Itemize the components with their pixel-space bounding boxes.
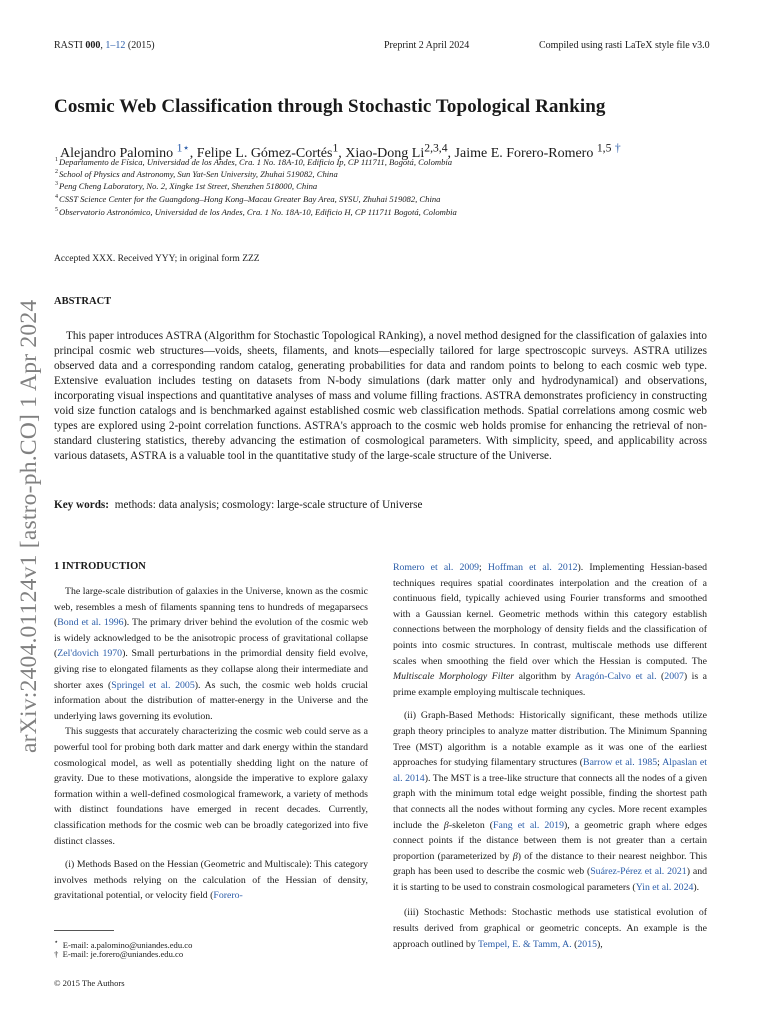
- affiliation: $^3$Peng Cheng Laboratory, No. 2, Xingke 1st Street, Shenzhen 518000, China: [55, 181, 318, 191]
- text-run: ;: [657, 757, 663, 769]
- copyright: © 2015 The Authors: [54, 978, 125, 988]
- text-run: (: [571, 938, 578, 950]
- paragraph: [54, 584, 368, 724]
- keywords: Key words: methods: data analysis; cosmology: large-scale structure of Universe: [54, 499, 423, 511]
- citation-link[interactable]: Hoffman et al. 2012: [487, 562, 578, 573]
- citation-link[interactable]: Zel'dovich 1970: [57, 648, 123, 660]
- author: Felipe L. Gómez-Cortés$^1$,: [196, 141, 346, 161]
- citation-link[interactable]: Romero et al. 2009: [393, 562, 480, 573]
- text-run: ) of the distance to their nearest neighbor. This graph has been used to describe the cosmic web (: [393, 850, 708, 878]
- paper-title: Cosmic Web Classification through Stochastic Topological Ranking: [54, 96, 606, 117]
- left-column: [54, 584, 368, 904]
- citation-link[interactable]: 2015: [577, 938, 597, 950]
- author: Alejandro Palomino $^{1⋆}$,: [60, 141, 197, 161]
- arxiv-stamp: arXiv:2404.01124v1 [astro-ph.CO] 1 Apr 2024: [16, 299, 42, 753]
- citation-link[interactable]: Bond et al. 1996: [57, 617, 124, 629]
- text-run: β: [512, 850, 518, 862]
- text-run: ) and it is starting to be used to constrain cosmological parameters (: [393, 866, 707, 893]
- text-run: ). Small perturbations in the primordial density field evolve, giving rise to elongated filaments as they collapse along their intermediate and shorter axes (: [54, 648, 369, 691]
- author: Xiao-Dong Li$^{2,3,4}$,: [345, 141, 455, 161]
- abstract-heading: ABSTRACT: [54, 296, 112, 307]
- running-header-journal: RASTI 000, 1–12 (2015): [54, 40, 155, 51]
- paragraph: [54, 857, 368, 904]
- abstract-text: This paper introduces ASTRA (Algorithm for Stochastic Topological RAnking), a novel method designed for the classification of galaxies into principal cosmic web structures—voids, sheets, filaments, and knots—especially tailored for large spectroscopic surveys. ASTRA utilizes observed data and a corresponding random catalog, generating probabilities for data and random points to belong to each cosmic web type. Extensive evaluation includes testing on datasets from N-body simulations (dark matter only and hydrodynamical) and observations, incorporating visual inspections and quantitative analyses of mass and volume filling fractions. ASTRA demonstrates proficiency in constructing void size function catalogs and is benchmarked against established cosmic web classification methods. Spatial correlations among cosmic web types are explored using 2-point correlation functions. ASTRA's approach to the cosmic web holds promise for enhancing the retrieval of non-standard clustering statistics, thereby advancing the estimation of cosmological parameters. With simplicity, speed, and applicability across various datasets, ASTRA is a valuable tool in the quantitative study of the large-scale structure of the Universe.: [54, 330, 707, 463]
- text-run: ).: [693, 881, 700, 893]
- text-run: ). The MST is a tree-like structure that connects all the nodes of a given graph with the minimum total edge weight possible, finding the shortest path that connects all the nodes without forming any cycles. More recent examples include the: [393, 772, 708, 831]
- text-run: (iii) Stochastic Methods: Stochastic methods use statistical evolution of results derived from graphical or geometric concepts. An example is the approach outlined by: [393, 907, 707, 950]
- text-run: The large-scale distribution of galaxies in the Universe, known as the cosmic web, resembles a mesh of filaments spanning tens to hundreds of megaparsecs (: [54, 586, 368, 629]
- citation-link[interactable]: Fang et al. 2019: [493, 819, 564, 831]
- text-run: ). As such, the cosmic web holds crucial information about the distribution of matter-energy in the Universe and the underlying laws governing its evolution.: [54, 679, 368, 722]
- affiliation: $^5$Observatorio Astronómico, Universidad de los Andes, Cra. 1 No. 18A-10, Edificio H, CP 111711 Bogotá, Colombia: [55, 207, 457, 217]
- section-heading-introduction: 1 INTRODUCTION: [54, 561, 146, 572]
- affiliation: $^1$Departamento de Física, Universidad de los Andes, Cra. 1 No. 18A-10, Edificio Ip, CP 111711, Bogotá, Colombia: [55, 157, 453, 167]
- text-run: -skeleton (: [448, 819, 494, 831]
- citation-link[interactable]: Alpaslan et al. 2014: [393, 757, 707, 784]
- citation-link[interactable]: Springel et al. 2005: [111, 679, 195, 691]
- right-column: [393, 560, 707, 952]
- citation-link[interactable]: Barrow et al. 1985: [583, 757, 658, 769]
- citation-link[interactable]: Tempel, E. & Tamm, A.: [477, 938, 572, 950]
- text-run: (i) Methods Based on the Hessian (Geometric and Multiscale): This category involves methods relying on the calculation of the Hessian of density, gravitational potential, or velocity field (: [54, 859, 368, 902]
- footnote: † E-mail: je.forero@uniandes.edu.co: [54, 949, 184, 959]
- citation-link[interactable]: Yin et al. 2024: [635, 881, 694, 893]
- footnote-rule: [54, 930, 114, 931]
- paragraph: [393, 905, 707, 952]
- affiliation: $^4$CSST Science Center for the Guangdong–Hong Kong–Macau Greater Bay Area, SYSU, Zhuhai 519082, China: [55, 194, 441, 204]
- footnote: ⋆ E-mail: a.palomino@uniandes.edu.co: [54, 938, 193, 950]
- footnote-link[interactable]: †: [614, 141, 621, 154]
- citation-link[interactable]: 2007: [664, 671, 684, 683]
- author: Jaime E. Forero-Romero $^{1,5}$ †: [454, 141, 621, 161]
- text-run: Multiscale Morphology Filter: [393, 671, 515, 683]
- citation-link[interactable]: Aragón-Calvo et al.: [574, 671, 657, 683]
- text-run: (: [656, 671, 665, 683]
- text-run: β: [443, 819, 449, 831]
- citation-link[interactable]: Suárez-Pérez et al. 2021: [590, 866, 687, 878]
- citation-link[interactable]: Forero-: [213, 890, 243, 902]
- text-run: ) is a prime example employing multiscale techniques.: [393, 671, 708, 698]
- paragraph: [393, 708, 707, 895]
- text-run: algorithm by: [514, 671, 575, 683]
- paragraph: [393, 560, 707, 700]
- accepted-line: Accepted XXX. Received YYY; in original form ZZZ: [54, 254, 260, 264]
- running-header-preprint: Preprint 2 April 2024: [384, 40, 470, 51]
- page-range-link[interactable]: 1–12: [105, 40, 126, 51]
- text-run: ), a geometric graph where edges connect points if the distance between them is not greater than a certain proportion (parameterized by: [393, 819, 708, 862]
- paragraph: This suggests that accurately characterizing the cosmic web could serve as a powerful tool for probing both dark matter and dark energy within the standard cosmological model, as well as potentially shedding light on the nature of gravity. Due to these motivations, alongside the imperative to explore galaxy formation within a well-defined cosmological framework, a variety of methods with distinct foundations have emerged in recent decades. Currently, classification methods for the cosmic web can be broadly categorized into five distinct classes.: [54, 726, 368, 847]
- text-run: (ii) Graph-Based Methods: Historically significant, these methods utilize graph theory principles to analyze matter distribution. The Minimum Spanning Tree (MST) algorithm is a notable example as it was one of the earliest approaches for studying filamentary structures (: [393, 710, 707, 769]
- text-run: ),: [596, 938, 603, 950]
- running-header-compiled: Compiled using rasti LaTeX style file v3.0: [539, 40, 710, 51]
- affiliation: $^2$School of Physics and Astronomy, Sun Yat-Sen University, Zhuhai 519082, China: [55, 169, 338, 179]
- text-run: ). The primary driver behind the evolution of the cosmic web is widely acknowledged to be the anisotropic process of gravitational collapse (: [54, 617, 368, 660]
- text-run: ). Implementing Hessian-based techniques requires spatial coordinates interpolation and the creation of a continuous field, typically achieved using Fourier transforms and smoothed with a Gaussian kernel. Geometric methods within this category establish connections between the morphology of density fields and the classification of points into cosmic structures. In contrast, multiscale methods use different scales when smoothing the field over which the Hessian is computed. The: [393, 562, 708, 667]
- text-run: ;: [479, 562, 488, 573]
